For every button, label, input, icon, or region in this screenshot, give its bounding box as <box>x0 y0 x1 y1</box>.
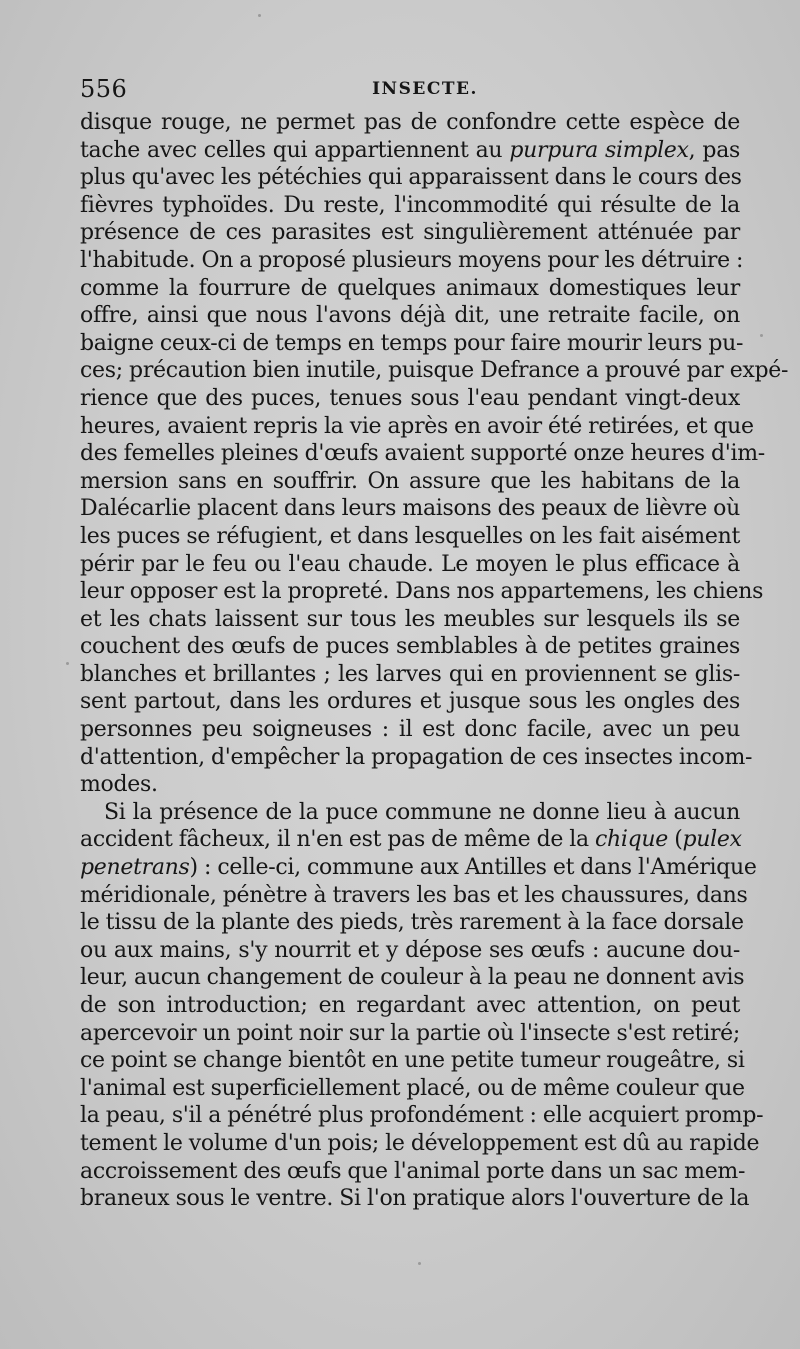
text-segment: la peau, s'il a pénétré plus profondément : elle acquiert promp- <box>80 1103 764 1129</box>
text-segment: méridionale, pénètre à travers les bas et les chaussures, dans <box>80 882 748 908</box>
text-segment: présence de ces parasites est singulièrement atténuée par <box>80 220 740 246</box>
text-segment: les puces se réfugient, et dans lesquelles on les fait aisément <box>80 523 740 549</box>
text-line <box>80 137 740 165</box>
text-line <box>80 826 740 854</box>
text-line <box>80 302 740 330</box>
text-segment: apercevoir un point noir sur la partie où l'insecte s'est retiré; <box>80 1020 740 1046</box>
italic-text: penetrans <box>80 855 190 881</box>
text-segment: leur, aucun changement de couleur à la peau ne donnent avis <box>80 965 745 991</box>
text-line <box>80 992 740 1020</box>
text-segment: sent partout, dans les ordures et jusque sous les ongles des <box>80 689 740 715</box>
text-line <box>80 606 740 634</box>
italic-text: purpura simplex <box>509 137 689 163</box>
text-segment: modes. <box>80 772 158 798</box>
text-segment: personnes peu soigneuses : il est donc facile, avec un peu <box>80 717 740 743</box>
text-segment: blanches et brillantes ; les larves qui en proviennent se glis- <box>80 661 740 687</box>
text-line <box>80 771 740 799</box>
text-segment: ou aux mains, s'y nourrit et y dépose ses œufs : aucune dou- <box>80 937 740 963</box>
text-segment: et les chats laissent sur tous les meubles sur lesquels ils se <box>80 606 740 632</box>
text-line <box>80 937 740 965</box>
text-segment: disque rouge, ne permet pas de confondre cette espèce de <box>80 110 740 135</box>
text-line <box>80 247 744 275</box>
italic-text: chique <box>595 827 669 853</box>
text-segment: ) : celle-ci, commune aux Antilles et dans l'Amérique <box>189 855 757 881</box>
text-segment: tache avec celles qui appartiennent au <box>80 137 510 163</box>
text-segment: fièvres typhoïdes. Du reste, l'incommodité qui résulte de la <box>80 192 740 218</box>
body-text <box>80 109 789 1213</box>
text-line <box>80 1075 745 1103</box>
text-segment: ce point se change bientôt en une petite tumeur rougeâtre, si <box>80 1048 745 1074</box>
text-segment: , pas <box>688 137 740 163</box>
text-segment: leur opposer est la propreté. Dans nos appartemens, les chiens <box>80 579 764 605</box>
text-segment: des femelles pleines d'œufs avaient supporté onze heures d'im- <box>80 441 765 467</box>
text-segment: l'habitude. On a proposé plusieurs moyens pour les détruire : <box>80 247 744 273</box>
text-line <box>80 1130 760 1158</box>
text-line <box>80 744 753 772</box>
text-segment: accident fâcheux, il n'en est pas de même de la <box>80 827 596 853</box>
paper-speck <box>760 334 763 337</box>
text-line <box>80 854 757 882</box>
text-segment: accroissement des œufs que l'animal porte dans un sac mem- <box>80 1158 746 1184</box>
page-number: 556 <box>80 75 128 103</box>
text-line <box>80 357 789 385</box>
text-segment: Si la présence de la puce commune ne donne lieu à aucun <box>104 799 740 825</box>
paper-speck <box>66 662 69 665</box>
text-segment: tement le volume d'un pois; le développement est dû au rapide <box>80 1130 760 1156</box>
text-segment: le tissu de la plante des pieds, très rarement à la face dorsale <box>80 910 744 936</box>
text-segment: d'attention, d'empêcher la propagation de ces insectes incom- <box>80 744 753 770</box>
text-segment: rience que des puces, tenues sous l'eau pendant vingt-deux <box>80 385 740 411</box>
text-segment: ces; précaution bien inutile, puisque Defrance a prouvé par expé- <box>80 358 789 384</box>
text-line <box>80 109 740 137</box>
text-line <box>80 413 754 441</box>
text-segment: ( <box>668 827 683 853</box>
text-line <box>80 219 740 247</box>
text-segment: baigne ceux-ci de temps en temps pour faire mourir leurs pu- <box>80 330 744 356</box>
text-line <box>80 1047 745 1075</box>
text-segment: périr par le feu ou l'eau chaude. Le moyen le plus efficace à <box>80 551 740 577</box>
text-line <box>80 440 765 468</box>
text-line <box>80 495 740 523</box>
text-segment: offre, ainsi que nous l'avons déjà dit, une retraite facile, on <box>80 303 740 329</box>
italic-text: pulex <box>682 827 742 853</box>
text-line <box>80 468 740 496</box>
text-segment: couchent des œufs de puces semblables à de petites graines <box>80 634 740 660</box>
text-segment: l'animal est superficiellement placé, ou de même couleur que <box>80 1075 745 1101</box>
text-line <box>80 716 740 744</box>
text-line <box>80 661 740 689</box>
text-line <box>80 1020 740 1048</box>
text-line <box>80 882 748 910</box>
text-segment: comme la fourrure de quelques animaux domestiques leur <box>80 275 740 301</box>
text-line <box>80 1185 750 1213</box>
text-line <box>80 551 740 579</box>
text-line <box>80 275 740 303</box>
text-line <box>80 164 740 192</box>
text-line <box>80 799 740 827</box>
running-head <box>80 72 740 108</box>
text-segment: plus qu'avec les pétéchies qui apparaissent dans le cours des <box>80 165 742 191</box>
text-line <box>80 578 764 606</box>
text-segment: Dalécarlie placent dans leurs maisons des peaux de lièvre où <box>80 496 740 522</box>
text-segment: braneux sous le ventre. Si l'on pratique alors l'ouverture de la <box>80 1186 750 1212</box>
paper-speck <box>418 1262 421 1265</box>
text-line <box>80 964 745 992</box>
text-segment: heures, avaient repris la vie après en avoir été retirées, et que <box>80 413 754 439</box>
text-line <box>80 909 744 937</box>
text-line <box>80 633 740 661</box>
section-title: INSECTE. <box>372 79 478 99</box>
text-line <box>80 523 740 551</box>
text-line <box>80 688 740 716</box>
paper-speck <box>258 14 261 17</box>
text-line <box>80 1158 746 1186</box>
text-segment: mersion sans en souffrir. On assure que les habitans de la <box>80 468 740 494</box>
text-line <box>80 192 740 220</box>
text-line <box>80 385 740 413</box>
text-line <box>80 1102 764 1130</box>
text-line <box>80 330 744 358</box>
text-segment: de son introduction; en regardant avec attention, on peut <box>80 993 740 1018</box>
